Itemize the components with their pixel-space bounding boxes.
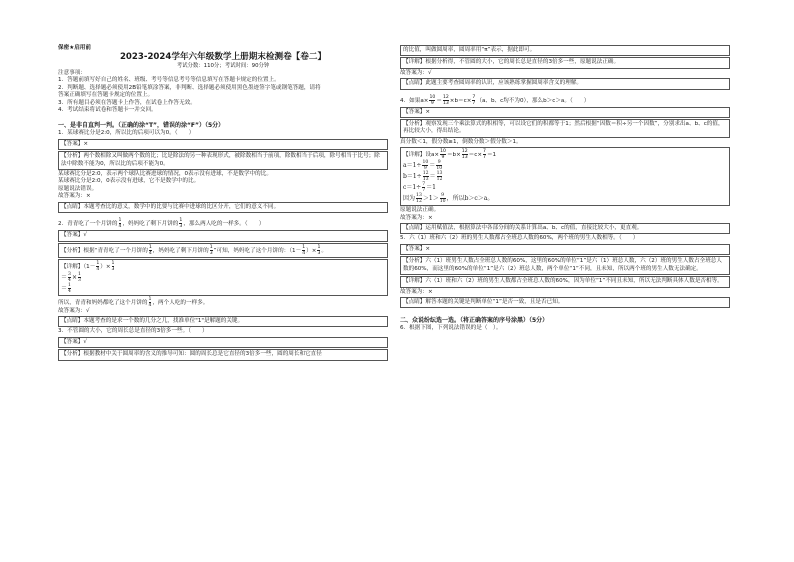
choose-text: 故答案为：×: [400, 214, 433, 221]
section-2-title: 二、众说纷纭选一选。（将正确答案的序号涂黑）（5分）: [400, 317, 549, 325]
calc-step: ＝ $\frac{1}{4}$: [61, 282, 71, 294]
choose-text: 故答案为：×: [58, 193, 91, 200]
calc-b: b＝1÷ $\frac{12}{13}$ ＝ $\frac{13}{12}$: [403, 171, 443, 183]
secret-label: 保密★启用前: [58, 45, 91, 51]
conclusion-text: 所以，青青和妈妈都吃了这个月饼的 $\frac{1}{4}$ ，两个人吃的一样多。: [58, 296, 209, 308]
question-2-stem: 2．青青吃了一个月饼的 $\frac{1}{4}$ ，妈妈吃了剩下月饼的 $\frac{1}{3}$ ，那么两人吃的一样多。（ ）: [58, 218, 265, 230]
answer-box: 【答案】×: [400, 107, 730, 118]
choose-text: 故答案为：√: [58, 307, 90, 314]
page-title: 2023-2024学年六年级数学上册期末检测卷【卷二】: [119, 52, 327, 62]
notes-line: 4．考试结束将试卷和答题卡一并交回。: [58, 107, 157, 114]
page-subtitle: 考试分数：110分；考试时间：90分钟: [176, 63, 270, 69]
conclusion-text: 原题说法错误。: [58, 185, 98, 192]
notes-heading: 注意事项：: [58, 70, 86, 76]
calc-c: c＝1÷ $\frac{7}{7}$ ＝1: [403, 182, 436, 194]
right-column: [400, 44, 730, 333]
calc-a: a＝1÷ $\frac{10}{9}$ ＝ $\frac{9}{10}$: [403, 160, 443, 172]
comment-box: 【点睛】本题考查比的意义，数学中的比要与比赛中进球的比区分开，它们的意义不同。: [58, 202, 388, 213]
analysis-box: 【分析】根据教材中关于圆周率的含义的推导可知：圆的周长总是它直径的3倍多一些，圆的周长和它直径: [58, 349, 388, 360]
choose-text: 故答案为：√: [400, 69, 432, 76]
answer-box: 【答案】×: [58, 139, 388, 150]
notes-line: 3．所有题目必须在答题卡上作答，在试卷上作答无效。: [58, 99, 196, 106]
fraction-1-3: $\frac{1}{3}$: [179, 218, 183, 230]
detail-box: 【详解】（1－ $\frac{1}{4}$ ）× $\frac{1}{3}$ ＝ $\frac{3}{4}$ × $\frac{1}{3}$ ＝ $\frac{1}{4}$: [58, 259, 388, 296]
conclusion-text: 原题说法正确。: [400, 207, 440, 214]
analysis-box: 【分析】六（1）班男生人数占全班总人数的60%，这里的60%的单位“1”是六（1）班总人数，六（2）班的男生人数占全班总人数的60%，而这里的60%的单位“1”是六（2）班总人数，两个单位“1”不同，且未知，所以两个班的男生人数无法确定。: [400, 256, 730, 275]
calc-step: ＝ $\frac{3}{4}$ × $\frac{1}{3}$: [61, 271, 81, 283]
comment-box: 【点睛】此题主要考查圆周率的认识，应该熟练掌握圆周率含义的理解。: [400, 78, 730, 89]
question-5-stem: 5．六（1）班和六（2）班的男生人数都占全班总人数的60%，两个班的男生人数相等。（ ）: [400, 235, 639, 242]
question-3-stem: 3．不管圆的大小，它的周长总是直径的3倍多一些。（ ）: [58, 328, 208, 335]
analysis-continued: 的比值，叫做圆周率，圆周率用“π”表示，据此即可。: [400, 45, 730, 56]
analysis-box: 【分析】根据“青青吃了一个月饼的 $\frac{1}{4}$ ，妈妈吃了剩下月饼的 $\frac{1}{3}$ ”可知，妈妈吃了这个月饼的：（1－ $\frac{1}{4}$ ）× $\frac{1}{3}$ 。: [58, 243, 388, 258]
notes-line: 1．答题前填写好自己的姓名、班级、考号等信息考号等信息填写在答题卡规定的位置上。: [58, 77, 280, 84]
detail-text: 某球赛比分是2:0，表示两个球队比赛进球的情况，0表示没有进球，不是数学中的比。: [58, 171, 272, 178]
notes-line: 答案正确填写在答题卡规定的位置上。: [58, 92, 154, 99]
question-1-stem: 1．某球赛比分是2:0，所以比的后项可以为0。（ ）: [58, 130, 195, 137]
detail-box: 【详解】根据分析得，不管圆的大小，它的周长总是直径的3倍多一些，原题说法正确。: [400, 57, 730, 68]
fraction-1-4: $\frac{1}{4}$: [118, 218, 122, 230]
detail-box: 【详解】设a× $\frac{10}{9}$ ＝b× $\frac{12}{13}$ ＝c× $\frac{7}{7}$ ＝1 a＝1÷ $\frac{10}{9}$ ＝ $\frac{9}{10}$ b＝1÷ $\frac{12}{13}$ ＝ $\frac{13}{12}$ c＝1÷ $\frac{7}{7}$ ＝1 因为 $\frac{13}{12}$ ＞1＞ $\frac{9}{10}$ ，所以b＞c＞a。: [400, 147, 730, 206]
notes-line: 2．判断题、选择题必须使用2B铅笔填涂答案，非判断、选择题必须使用黑色墨迹签字笔或钢笔答题，请将: [58, 84, 321, 91]
answer-box: 【答案】√: [58, 337, 388, 348]
comment-box: 【点睛】运用赋值法，根据算法中各部分间的关系计算出a、b、c的值，直接比较大小，更直观。: [400, 223, 730, 234]
answer-box: 【答案】√: [58, 230, 388, 241]
analysis-box: 【分析】两个数相除又叫做两个数的比；比是除法的另一种表现形式，被除数相当于前项，除数相当于后项，除号相当于比号；除法中除数不能为0，所以比的后项不能为0。: [58, 151, 388, 170]
choose-text: 故答案为：×: [400, 288, 433, 295]
analysis-box: 【分析】观察发现三个乘法算式的积相等，可以设它们的积都等于1；然后根据“因数＝积÷另一个因数”，分别求出a、b、c的值，再比较大小，得出结论。: [400, 119, 730, 138]
question-4-stem: 4．如果a× $\frac{10}{9}$ ＝ $\frac{12}{13}$ ×b＝c× $\frac{7}{7}$ （a、b、c均不为0），那么b＞c＞a。（ ）: [400, 94, 590, 106]
comment-box: 【点睛】本题考查的是求一个数的几分之几，找准单位"1"是解题的关键。: [58, 316, 388, 327]
section-1-title: 一、是非自直判一判。（正确的涂“T”，错误的涂“F”）（5分）: [58, 122, 225, 130]
detail-text: 某球赛比分是2:0，0表示没有进球，它不是数学中的比。: [58, 178, 200, 185]
left-column: [58, 44, 388, 362]
note-text: 真分数＜1，假分数≥1，倒数分数＞假分数＞1。: [400, 138, 522, 145]
answer-box: 【答案】×: [400, 244, 730, 255]
comment-box: 【点睛】解答本题的关键是判断单位“1”是否一致，且是否已知。: [400, 297, 730, 308]
calc-compare: 因为 $\frac{13}{12}$ ＞1＞ $\frac{9}{10}$ ，所以b＞c＞a。: [403, 193, 494, 205]
question-6-stem: 6．根据下图，下列说法错误的是（ ）。: [400, 325, 502, 332]
detail-box: 【详解】六（1）班和六（2）班的男生人数都占全班总人数的60%，因为单位“1”不同且未知，所以无法判断具体人数是否相等。: [400, 276, 730, 287]
